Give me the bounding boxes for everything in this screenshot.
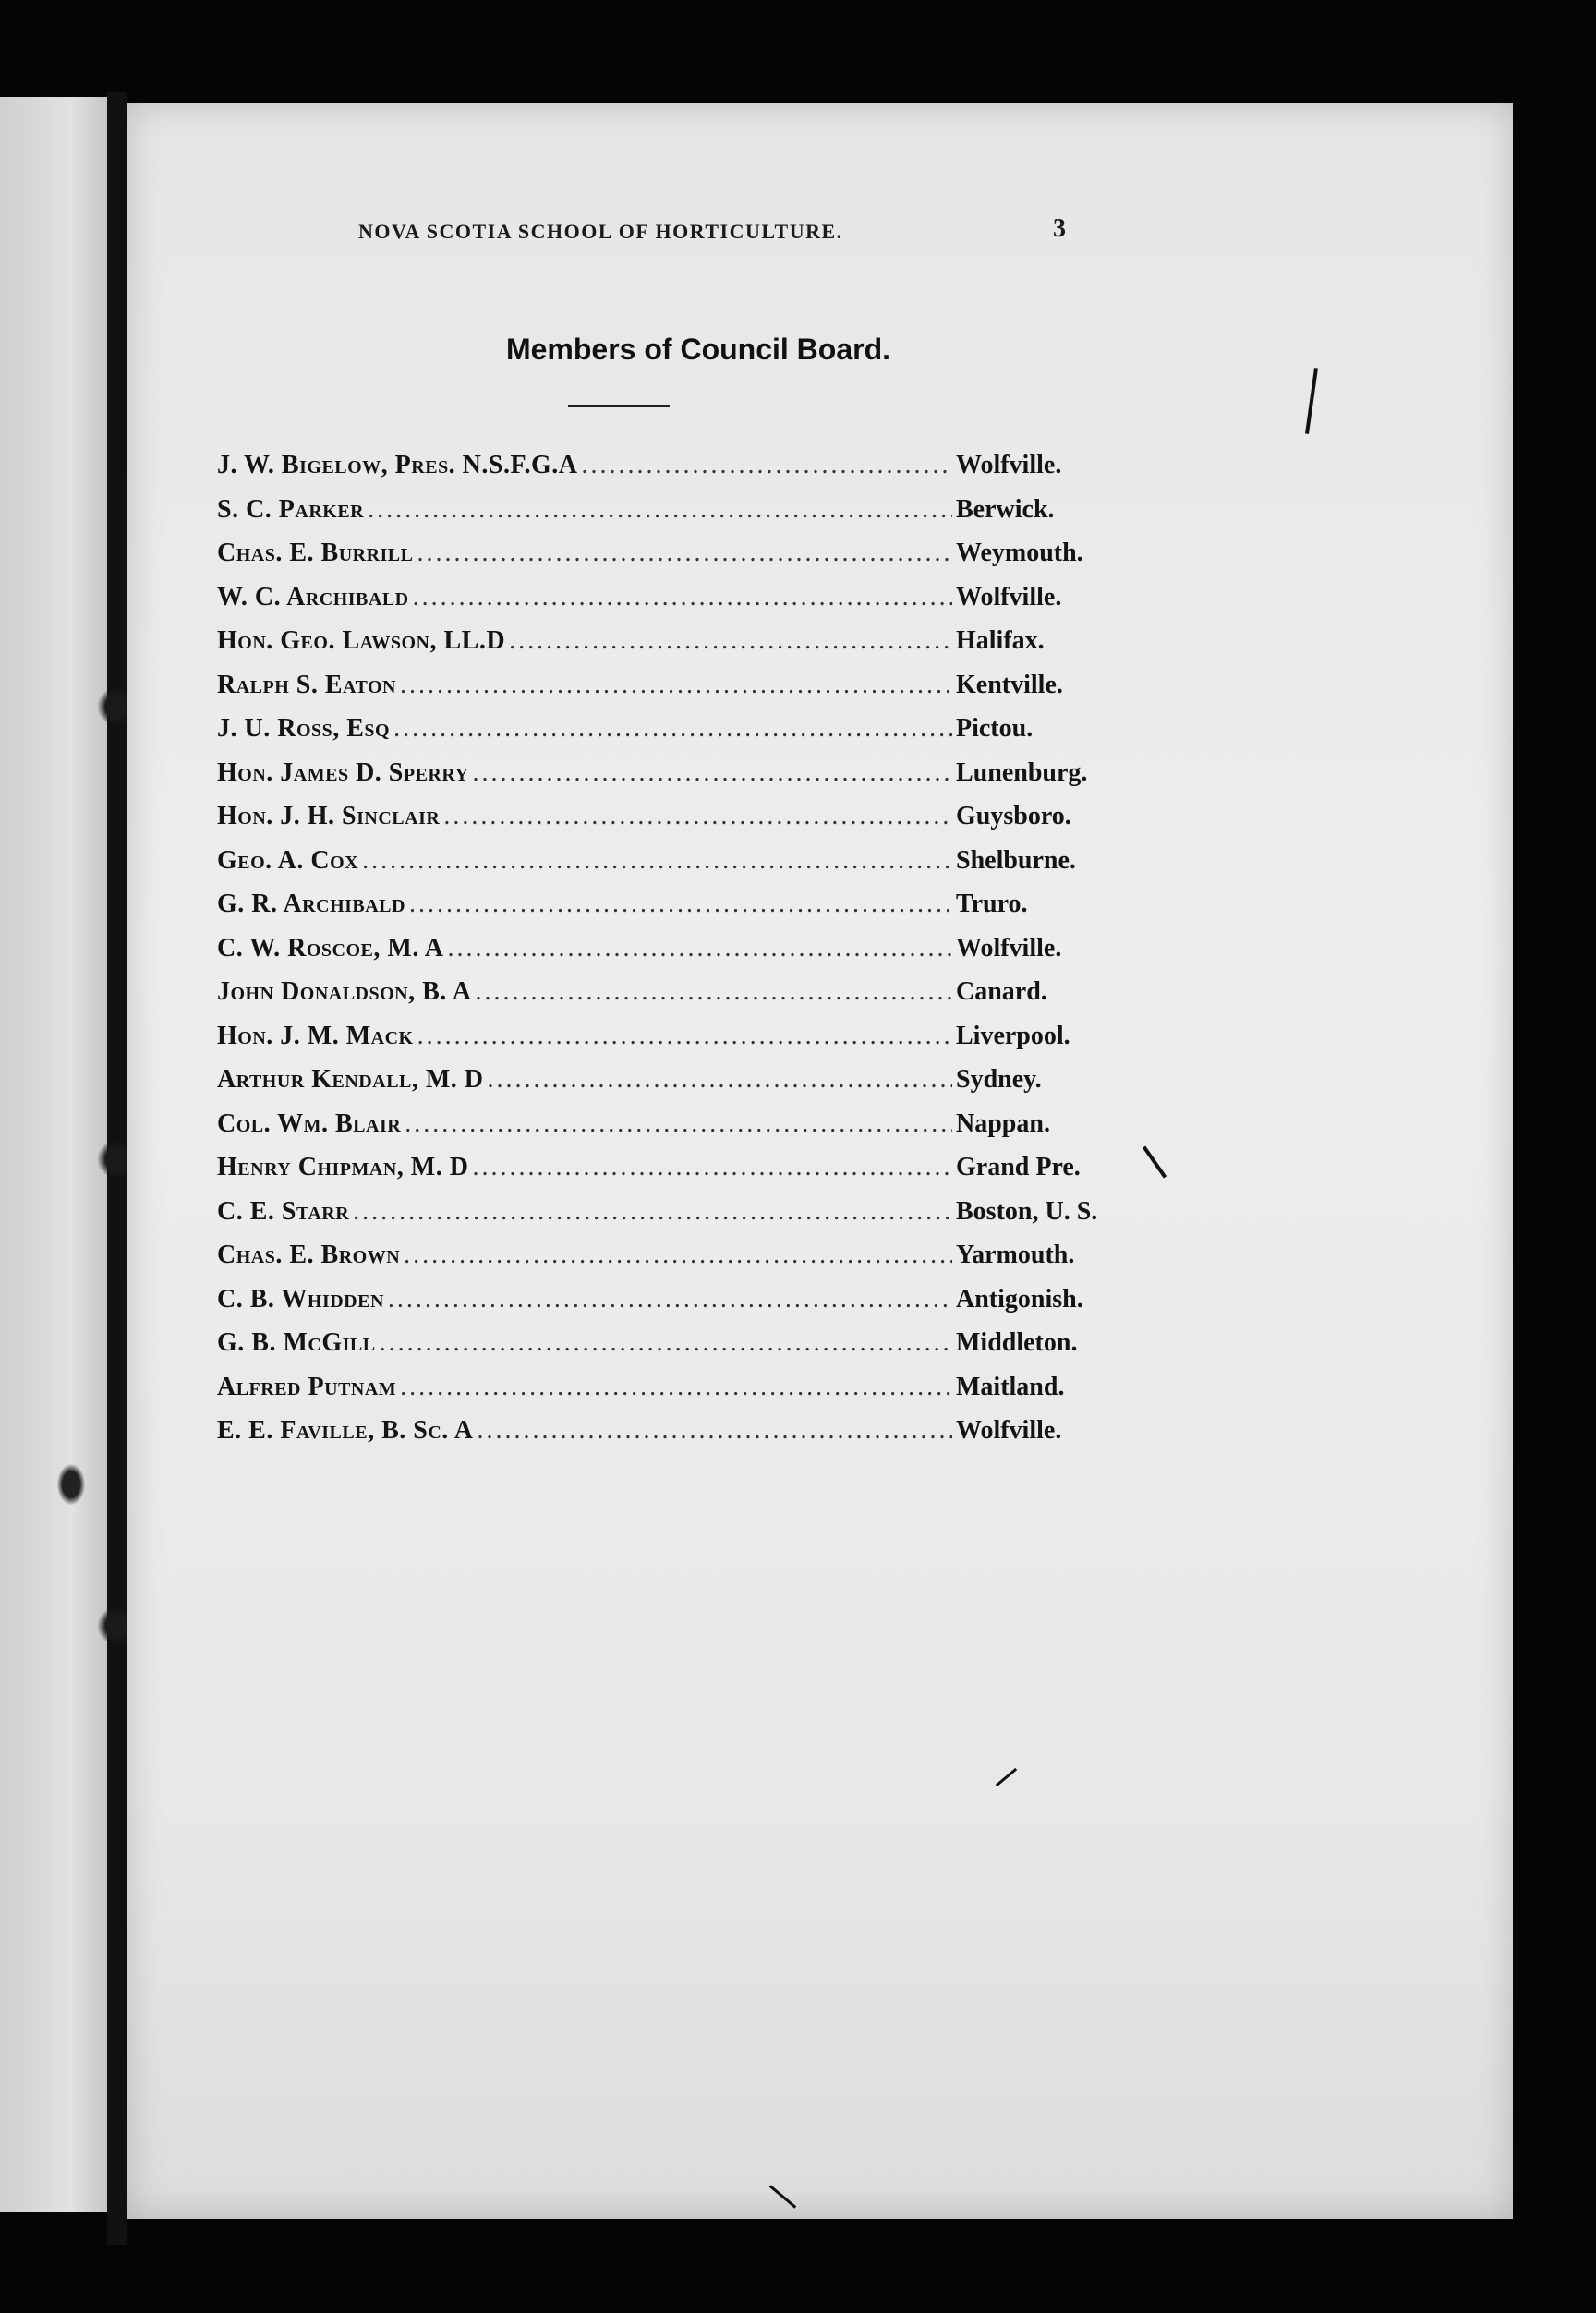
member-place: Wolfville. [956,1416,1062,1445]
member-place: Halifax. [956,626,1045,655]
member-place: Pictou. [956,714,1034,743]
list-item [217,1153,1131,1197]
dot-leader [405,1109,952,1139]
member-place: Liverpool. [956,1021,1070,1050]
dot-leader [393,714,952,744]
member-name: Col. Wm. Blair [217,1108,402,1138]
dot-leader [400,1373,952,1402]
member-place: Kentville. [956,670,1063,699]
page-number: 3 [1053,214,1066,243]
member-place: Guysboro. [956,802,1071,830]
member-name: Hon. J. H. Sinclair [217,802,441,830]
dot-leader [388,1285,952,1314]
member-place: Canard. [956,977,1047,1006]
list-item [217,495,1131,539]
member-name: S. C. Parker [217,494,365,524]
running-head: NOVA SCOTIA SCHOOL OF HORTICULTURE. [358,220,843,243]
list-item [217,1197,1131,1241]
member-name: C. B. Whidden [217,1284,384,1314]
list-item [217,451,1131,495]
member-name: Hon. J. M. Mack [217,1021,414,1050]
list-item [217,1328,1131,1373]
dot-leader [417,539,953,568]
member-name: Alfred Putnam [217,1372,397,1401]
dot-leader [409,890,952,919]
dot-leader [475,977,952,1007]
dot-leader [417,1022,952,1051]
page-title [0,333,1385,367]
member-place: Shelburne. [956,845,1076,875]
dot-leader [400,671,952,700]
member-place: Sydney. [956,1065,1042,1094]
member-name: Henry Chipman, M. D [217,1153,469,1181]
member-name: W. C. Archibald [217,582,409,612]
member-place: Wolfville. [956,451,1062,479]
list-item [217,1285,1131,1329]
list-item [217,977,1131,1022]
list-item [217,890,1131,934]
list-item [217,1022,1131,1066]
dot-leader [473,758,952,788]
member-place: Grand Pre. [956,1153,1081,1181]
list-item [217,1065,1131,1109]
list-item [217,671,1131,715]
member-name: Hon. Geo. Lawson, LL.D [217,626,506,655]
member-place: Berwick. [956,494,1055,524]
member-place: Weymouth. [956,539,1083,567]
dot-leader [380,1328,952,1358]
dot-leader [472,1153,952,1182]
list-item [217,802,1131,846]
dot-leader [488,1065,952,1095]
list-item [217,1241,1131,1285]
page-title-text: Members of Council Board. [505,333,891,366]
member-place: Nappan. [956,1108,1050,1138]
list-item [217,626,1131,671]
member-name: Ralph S. Eaton [217,670,396,699]
member-name: John Donaldson, B. A [217,977,472,1006]
list-item [217,1109,1131,1154]
list-item [217,539,1131,583]
dot-leader [362,846,952,876]
list-item [217,934,1131,978]
list-item [217,1416,1131,1460]
dot-leader [368,495,952,525]
list-item [217,758,1131,803]
member-name: J. U. Ross, Esq [217,714,391,743]
member-name: Geo. A. Cox [217,845,359,875]
member-place: Lunenburg. [956,757,1088,787]
dot-leader [404,1241,952,1270]
member-place: Wolfville. [956,582,1062,612]
dot-leader [443,802,952,831]
dot-leader [448,934,953,963]
dot-leader [582,451,952,480]
list-item [217,583,1131,627]
member-place: Middleton. [956,1328,1078,1357]
member-place: Truro. [956,890,1028,918]
member-place: Antigonish. [956,1284,1083,1314]
dot-leader [353,1197,952,1227]
list-item [217,714,1131,758]
member-name: C. W. Roscoe, M. A [217,933,444,963]
dot-leader [413,583,952,612]
list-item [217,846,1131,890]
dot-leader [477,1416,952,1446]
member-name: C. E. Starr [217,1196,350,1226]
ink-blot [57,1464,85,1505]
member-name: Chas. E. Brown [217,1241,401,1269]
list-item [217,1373,1131,1417]
member-place: Yarmouth. [956,1241,1075,1269]
member-name: G. B. McGill [217,1328,376,1357]
title-rule [568,405,670,407]
member-list [217,451,1131,1460]
member-name: Arthur Kendall, M. D [217,1065,484,1094]
member-name: Hon. James D. Sperry [217,757,469,787]
member-place: Boston, U. S. [956,1196,1098,1226]
member-place: Maitland. [956,1372,1065,1401]
member-name: E. E. Faville, B. Sc. A [217,1416,474,1445]
member-place: Wolfville. [956,933,1062,963]
dot-leader [509,626,952,656]
member-name: Chas. E. Burrill [217,539,414,567]
member-name: G. R. Archibald [217,890,405,918]
member-name: J. W. Bigelow, Pres. N.S.F.G.A [217,451,578,479]
